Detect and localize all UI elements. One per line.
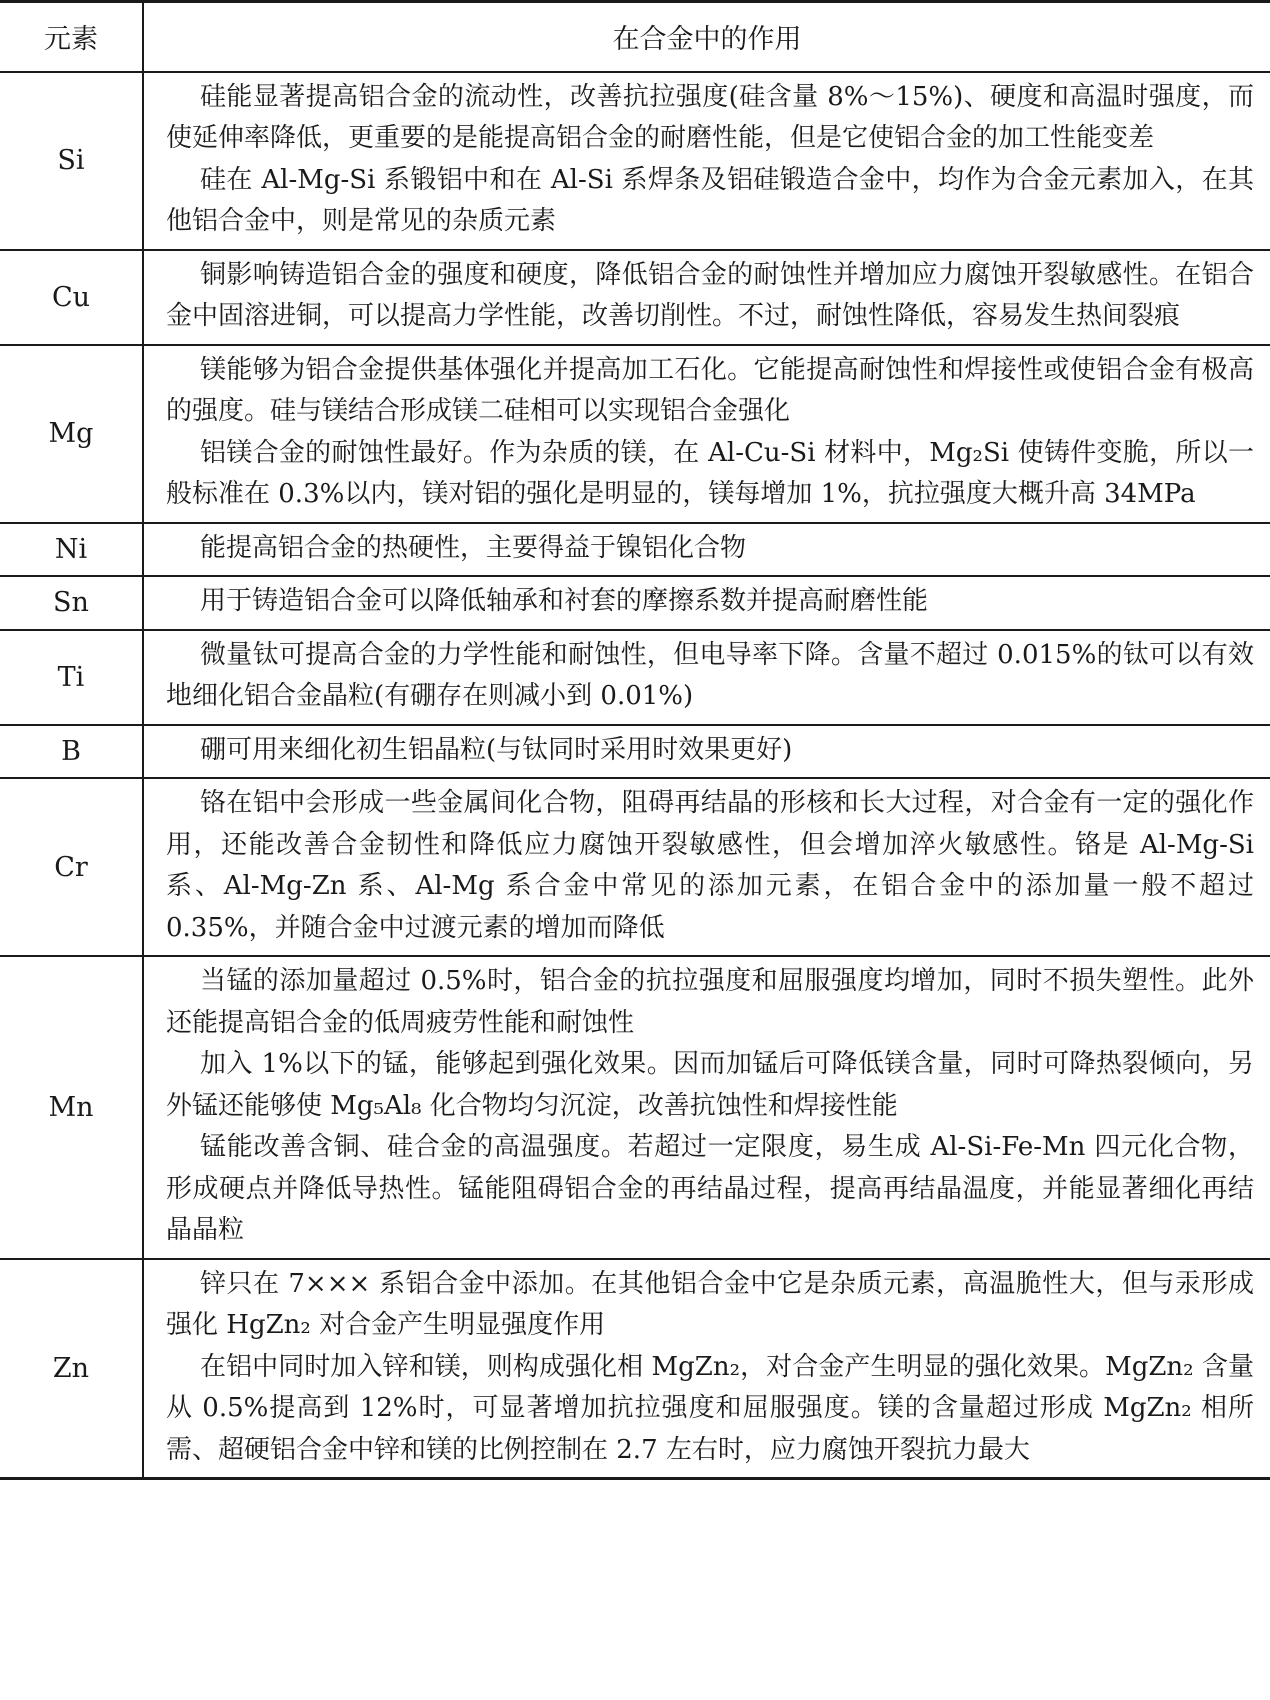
description-paragraph: 用于铸造铝合金可以降低轴承和衬套的摩擦系数并提高耐磨性能 (200, 586, 929, 616)
table-row (0, 725, 1270, 779)
element-role-description (143, 576, 1270, 630)
element-role-description (143, 725, 1270, 779)
element-symbol: Ti (0, 630, 143, 725)
element-symbol: Cr (0, 778, 143, 956)
element-symbol: Si (0, 72, 143, 250)
description-paragraph: 铬在铝中会形成一些金属间化合物，阻碍再结晶的形核和长大过程，对合金有一定的强化作用，还能改善合金韧性和降低应力腐蚀开裂敏感性，但会增加淬火敏感性。铬是 Al-Mg-Si 系、Al-Mg-Zn 系、Al-Mg 系合金中常见的添加元素，在铝合金中的添加量一般不超过 0.35%，并随合金中过渡元素的增加而降低 (166, 788, 1254, 943)
element-role-description (143, 250, 1270, 345)
table-row (0, 72, 1270, 250)
table-row (0, 630, 1270, 725)
description-paragraph: 硼可用来细化初生铝晶粒(与钛同时采用时效果更好) (200, 734, 793, 765)
table-row (0, 778, 1270, 956)
table-row (0, 576, 1270, 630)
description-paragraph: 铝镁合金的耐蚀性最好。作为杂质的镁，在 Al-Cu-Si 材料中，Mg₂Si 使铸件变脆，所以一般标准在 0.3%以内，镁对铝的强化是明显的，镁每增加 1%，抗拉强度大概升高 34MPa (166, 437, 1254, 509)
element-role-description (143, 778, 1270, 956)
description-paragraph: 加入 1%以下的锰，能够起到强化效果。因而加锰后可降低镁含量，同时可降热裂倾向，另外锰还能够使 Mg₅Al₈ 化合物均匀沉淀，改善抗蚀性和焊接性能 (166, 1049, 1254, 1121)
description-paragraph: 当锰的添加量超过 0.5%时，铝合金的抗拉强度和屈服强度均增加，同时不损失塑性。此外还能提高铝合金的低周疲劳性能和耐蚀性 (166, 966, 1254, 1038)
table-row (0, 1259, 1270, 1479)
header-role: 在合金中的作用 (143, 2, 1270, 72)
description-paragraph: 硅能显著提高铝合金的流动性，改善抗拉强度(硅含量 8%～15%)、硬度和高温时强度，而使延伸率降低，更重要的是能提高铝合金的耐磨性能，但是它使铝合金的加工性能变差 (166, 81, 1254, 153)
description-paragraph: 硅在 Al-Mg-Si 系锻铝中和在 Al-Si 系焊条及铝硅锻造合金中，均作为合金元素加入，在其他铝合金中，则是常见的杂质元素 (166, 164, 1254, 236)
element-symbol: B (0, 725, 143, 779)
description-paragraph: 铜影响铸造铝合金的强度和硬度，降低铝合金的耐蚀性并增加应力腐蚀开裂敏感性。在铝合金中固溶进铜，可以提高力学性能，改善切削性。不过，耐蚀性降低，容易发生热间裂痕 (166, 259, 1254, 331)
table-header-row (0, 2, 1270, 72)
element-symbol: Cu (0, 250, 143, 345)
table-row (0, 345, 1270, 523)
description-paragraph: 锰能改善含铜、硅合金的高温强度。若超过一定限度，易生成 Al-Si-Fe-Mn 四元化合物，形成硬点并降低导热性。锰能阻碍铝合金的再结晶过程，提高再结晶温度，并能显著细化再结晶晶粒 (166, 1132, 1254, 1245)
description-paragraph: 微量钛可提高合金的力学性能和耐蚀性，但电导率下降。含量不超过 0.015%的钛可以有效地细化铝合金晶粒(有硼存在则减小到 0.01%) (166, 639, 1254, 711)
element-role-description (143, 630, 1270, 725)
element-role-description (143, 72, 1270, 250)
description-paragraph: 能提高铝合金的热硬性，主要得益于镍铝化合物 (200, 532, 747, 563)
header-element: 元素 (0, 2, 143, 72)
element-symbol: Mn (0, 956, 143, 1259)
description-paragraph: 锌只在 7××× 系铝合金中添加。在其他铝合金中它是杂质元素，高温脆性大，但与汞形成强化 HgZn₂ 对合金产生明显强度作用 (166, 1268, 1254, 1340)
table-row (0, 523, 1270, 577)
element-symbol: Zn (0, 1259, 143, 1479)
element-role-description (143, 345, 1270, 523)
element-symbol: Ni (0, 523, 143, 577)
element-role-description (143, 1259, 1270, 1479)
element-role-description (143, 956, 1270, 1259)
table-body (0, 72, 1270, 1479)
description-paragraph: 镁能够为铝合金提供基体强化并提高加工石化。它能提高耐蚀性和焊接性或使铝合金有极高的强度。硅与镁结合形成镁二硅相可以实现铝合金强化 (166, 354, 1254, 426)
element-symbol: Sn (0, 576, 143, 630)
table-row (0, 250, 1270, 345)
element-symbol: Mg (0, 345, 143, 523)
table-row (0, 956, 1270, 1259)
element-role-description (143, 523, 1270, 577)
description-paragraph: 在铝中同时加入锌和镁，则构成强化相 MgZn₂，对合金产生明显的强化效果。MgZn₂ 含量从 0.5%提高到 12%时，可显著增加抗拉强度和屈服强度。镁的含量超过形成 MgZn₂ 相所需、超硬铝合金中锌和镁的比例控制在 2.7 左右时，应力腐蚀开裂抗力最大 (166, 1351, 1254, 1465)
